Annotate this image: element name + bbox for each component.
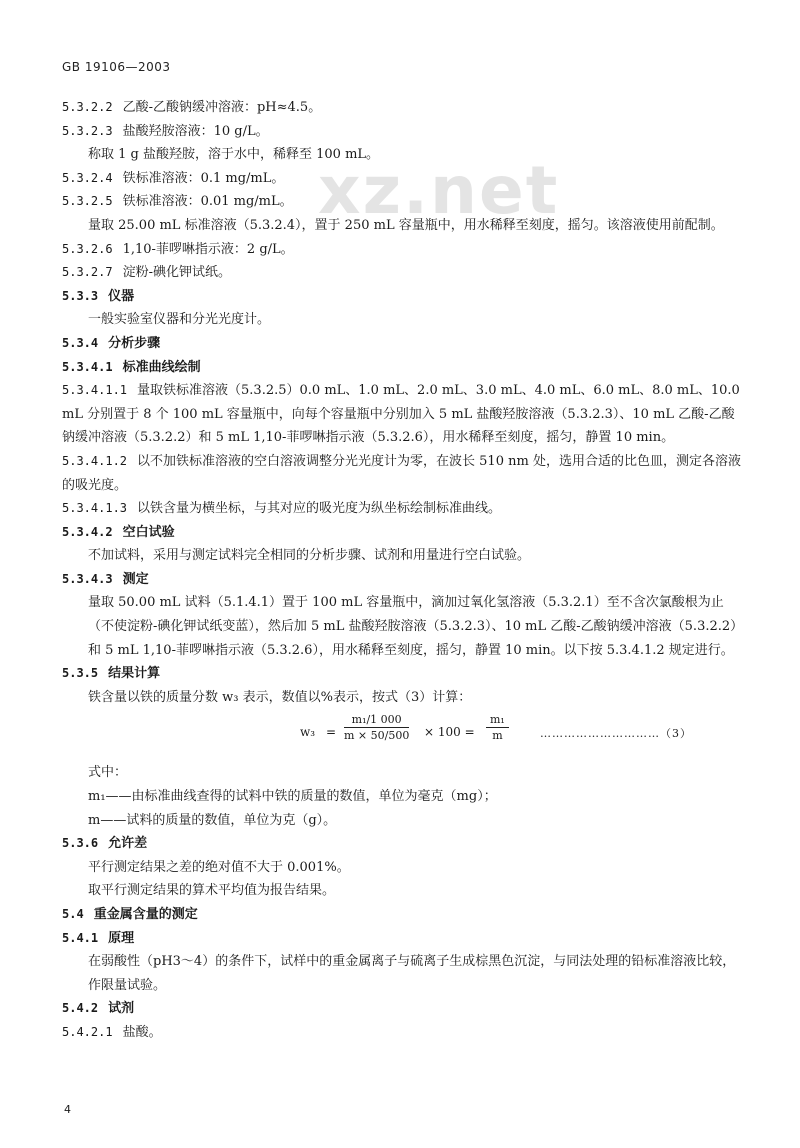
section-5-3-4	[62, 332, 742, 356]
clause-text: 1,10-菲啰啉指示液：2 g/L。	[122, 241, 294, 257]
section-title: 测定	[122, 571, 149, 587]
fraction-denominator: m × 50/500	[344, 729, 410, 743]
clause-5-3-2-5	[62, 190, 742, 214]
paragraph: 一般实验室仪器和分光光度计。	[88, 312, 271, 328]
formula-3	[62, 711, 742, 757]
section-number: 5.3.6	[62, 836, 99, 851]
section-title: 标准曲线绘制	[122, 359, 201, 375]
symbol-definition: m——试料的质量的数值，单位为克（g）。	[88, 812, 337, 828]
fraction-numerator: m₁/1 000	[344, 713, 409, 728]
clause-text: 乙酸-乙酸钠缓冲溶液：pH≈4.5。	[122, 100, 322, 115]
paragraph: 称取 1 g 盐酸羟胺，溶于水中，稀释至 100 mL。	[88, 147, 380, 163]
formula-fraction-1	[344, 713, 409, 742]
clause-number: 5.3.2.7	[62, 265, 113, 280]
clause-number: 5.3.2.2	[62, 100, 113, 114]
clause-5-3-2-7	[62, 261, 742, 285]
clause-5-3-2-2	[62, 96, 742, 120]
clause-text: 盐酸羟胺溶液：10 g/L。	[122, 123, 269, 139]
page-number: 4	[64, 1103, 71, 1116]
section-title: 允许差	[108, 836, 148, 852]
section-number: 5.3.5	[62, 666, 99, 681]
paragraph: 取平行测定结果的算术平均值为报告结果。	[88, 883, 336, 899]
fraction-denominator: m	[492, 729, 503, 743]
body-text	[62, 96, 742, 1045]
section-number: 5.4.2	[62, 1001, 99, 1016]
clause-5-3-4-1-2	[62, 450, 742, 497]
clause-5-4-2-1	[62, 1021, 742, 1045]
section-title: 分析步骤	[108, 335, 161, 351]
clause-5-3-2-3	[62, 120, 742, 144]
section-number: 5.3.3	[62, 288, 99, 303]
clause-text: 淀粉-碘化钾试纸。	[122, 265, 231, 281]
paragraph: 不加试料，采用与测定试料完全相同的分析步骤、试剂和用量进行空白试验。	[88, 548, 531, 564]
clause-number: 5.3.4.1.1	[62, 383, 128, 398]
section-number: 5.4.1	[62, 930, 99, 945]
section-title: 空白试验	[122, 524, 175, 540]
clause-number: 5.3.4.1.2	[62, 453, 128, 468]
section-title: 原理	[108, 930, 135, 946]
section-5-3-3	[62, 285, 742, 309]
section-5-3-6	[62, 832, 742, 856]
section-5-4-2	[62, 997, 742, 1021]
clause-number: 5.3.2.4	[62, 170, 113, 185]
formula-fraction-2	[486, 713, 509, 742]
clause-5-3-4-1-3	[62, 497, 742, 521]
clause-number: 5.3.2.5	[62, 194, 113, 209]
standard-code-header: GB 19106—2003	[62, 60, 171, 74]
clause-text: 以不加铁标准溶液的空白溶液调整分光光度计为零，在波长 510 nm 处，选用合适的比色皿，测定各溶液的吸光度。	[62, 453, 741, 493]
section-title: 试剂	[108, 1001, 135, 1017]
section-number: 5.3.4.2	[62, 524, 113, 539]
paragraph: 量取 25.00 mL 标准溶液（5.3.2.4），置于 250 mL 容量瓶中，用水稀释至刻度，摇匀。该溶液使用前配制。	[88, 217, 724, 233]
paragraph: 平行测定结果之差的绝对值不大于 0.001%。	[88, 859, 350, 875]
paragraph: 量取 50.00 mL 试料（5.1.4.1）置于 100 mL 容量瓶中，滴加过氧化氢溶液（5.3.2.1）至不含次氯酸根为止（不使淀粉-碘化钾试纸变蓝），然后加 5 mL 盐酸羟胺溶液（5.3.2.3）、10 mL 乙酸-乙酸钠缓冲溶液（5.3.2.2）和 5 mL 1,10-菲啰啉指示液（5.3.2.6），用水稀释至刻度，摇匀，静置 10 min。以下按 5.3.4.1.2 规定进行。	[88, 595, 737, 658]
section-5-3-5	[62, 662, 742, 686]
clause-text: 铁标准溶液：0.1 mg/mL。	[122, 170, 285, 186]
clause-number: 5.4.2.1	[62, 1024, 113, 1039]
watermark: xz.net	[318, 152, 560, 229]
symbol-definition: m₁——由标准曲线查得的试料中铁的质量的数值，单位为毫克（mg）；	[88, 789, 497, 805]
clause-text: 盐酸。	[122, 1024, 162, 1040]
clause-text: 量取铁标准溶液（5.3.2.5）0.0 mL、1.0 mL、2.0 mL、3.0 mL、4.0 mL、6.0 mL、8.0 mL、10.0 mL 分别置于 8 个 100 mL 容量瓶中，向每个容量瓶中分别加入 5 mL 盐酸羟胺溶液（5.3.2.3）、10 mL 乙酸-乙酸钠缓冲溶液（5.3.2.2）和 5 mL 1,10-菲啰啉指示液（5.3.2.6），用水稀释至刻度，摇匀，静置 10 min。	[62, 383, 740, 446]
paragraph: 式中：	[88, 765, 128, 781]
clause-text: 以铁含量为横坐标，与其对应的吸光度为纵坐标绘制标准曲线。	[137, 501, 502, 517]
clause-5-3-4-1-1	[62, 379, 742, 450]
section-number: 5.3.4.3	[62, 571, 113, 586]
clause-5-3-2-4	[62, 167, 742, 191]
equation-number: …………………………（3）	[540, 727, 692, 741]
section-title: 结果计算	[108, 666, 161, 682]
section-5-4	[62, 903, 742, 927]
section-number: 5.3.4.1	[62, 359, 113, 374]
paragraph: 在弱酸性（pH3～4）的条件下，试样中的重金属离子与硫离子生成棕黑色沉淀，与同法处理的铅标准溶液比较，作限量试验。	[88, 954, 736, 993]
clause-text: 铁标准溶液：0.01 mg/mL。	[122, 194, 293, 210]
section-title: 重金属含量的测定	[93, 907, 198, 922]
section-title: 仪器	[108, 288, 135, 304]
section-number: 5.4	[62, 907, 84, 921]
fraction-numerator: m₁	[486, 713, 509, 728]
section-5-3-4-3	[62, 568, 742, 592]
paragraph: 铁含量以铁的质量分数 w₃ 表示，数值以%表示，按式（3）计算：	[88, 689, 472, 705]
formula-equals: =	[326, 725, 337, 740]
clause-number: 5.3.2.6	[62, 241, 113, 256]
section-5-4-1	[62, 927, 742, 951]
formula-lhs: w₃	[300, 725, 316, 740]
section-number: 5.3.4	[62, 335, 99, 350]
section-5-3-4-1	[62, 356, 742, 380]
formula-times: × 100 =	[424, 725, 475, 740]
clause-5-3-2-6	[62, 238, 742, 262]
section-5-3-4-2	[62, 521, 742, 545]
clause-number: 5.3.4.1.3	[62, 501, 128, 516]
clause-number: 5.3.2.3	[62, 123, 113, 138]
